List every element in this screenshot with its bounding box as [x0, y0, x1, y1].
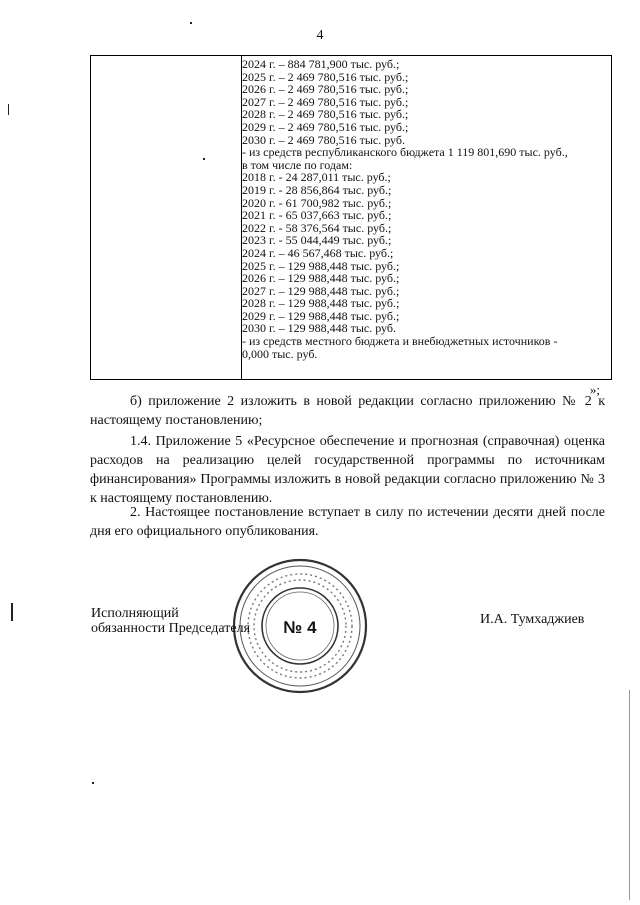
- table-line: 2024 г. – 46 567,468 тыс. руб.;: [242, 245, 394, 260]
- table-line: 2027 г. – 2 469 780,516 тыс. руб.;: [242, 94, 409, 109]
- signatory-title-line2: обязанности Председателя: [91, 621, 251, 636]
- scan-edge-mark: [11, 603, 13, 621]
- table-left-cell: [91, 56, 242, 379]
- scan-speck: [92, 782, 94, 784]
- table-line: 2029 г. – 2 469 780,516 тыс. руб.;: [242, 119, 409, 134]
- paragraph-annex-5: 1.4. Приложение 5 «Ресурсное обеспечение и прогнозная (справочная) оценка расходов на реализацию целей государственной программы по источникам финансирования» Программы изложить в новой редакции согласно приложению № 3 к настоящему постановлению.: [90, 434, 605, 506]
- table-right-cell: [242, 58, 607, 360]
- table-line: - из средств республиканского бюджета 1 119 801,690 тыс. руб.,: [242, 145, 568, 160]
- table-line: в том числе по годам:: [242, 157, 353, 172]
- scan-edge-mark: [8, 104, 9, 115]
- signatory-name: И.А. Тумхаджиев: [480, 612, 585, 627]
- page-number: 4: [316, 28, 324, 43]
- table-line: 2025 г. – 129 988,448 тыс. руб.;: [242, 258, 400, 273]
- table-line: 2028 г. – 2 469 780,516 тыс. руб.;: [242, 107, 409, 122]
- closing-quote: »;: [589, 382, 600, 397]
- official-seal-stamp: [230, 556, 370, 696]
- table-line: 2022 г. - 58 376,564 тыс. руб.;: [242, 220, 392, 235]
- stamp-number: № 4: [283, 618, 317, 637]
- table-line: 2029 г. – 129 988,448 тыс. руб.;: [242, 308, 400, 323]
- table-line: 2025 г. – 2 469 780,516 тыс. руб.;: [242, 69, 409, 84]
- table-line: 2018 г. - 24 287,011 тыс. руб.;: [242, 170, 391, 185]
- table-line: 2019 г. - 28 856,864 тыс. руб.;: [242, 182, 392, 197]
- scan-speck: [190, 22, 192, 24]
- table-line: 2026 г. – 2 469 780,516 тыс. руб.;: [242, 82, 409, 97]
- table-line: 2021 г. - 65 037,663 тыс. руб.;: [242, 208, 392, 223]
- signatory-title: [91, 606, 250, 636]
- table-line: 2026 г. – 129 988,448 тыс. руб.;: [242, 271, 400, 286]
- table-line: 2027 г. – 129 988,448 тыс. руб.;: [242, 283, 400, 298]
- table-line: 2020 г. - 61 700,982 тыс. руб.;: [242, 195, 392, 210]
- table-line: 2024 г. – 884 781,900 тыс. руб.;: [242, 57, 400, 71]
- paragraph-annex-2: б) приложение 2 изложить в новой редакции согласно приложению № 2 к настоящему постановлению;: [90, 394, 605, 428]
- signatory-title-line1: Исполняющий: [91, 606, 179, 621]
- table-line: 2023 г. - 55 044,449 тыс. руб.;: [242, 233, 392, 248]
- table-line: 2030 г. – 129 988,448 тыс. руб.: [242, 321, 396, 336]
- scan-edge-mark: [629, 690, 630, 900]
- table-line: 2030 г. – 2 469 780,516 тыс. руб.: [242, 132, 405, 147]
- scan-speck: [203, 158, 205, 160]
- table-line: 0,000 тыс. руб.: [242, 346, 318, 361]
- program-table: [90, 55, 612, 380]
- table-line: - из средств местного бюджета и внебюджетных источников -: [242, 334, 558, 349]
- paragraph-entry-into-force: 2. Настоящее постановление вступает в силу по истечении десяти дней после дня его официального опубликования.: [90, 505, 605, 539]
- table-line: 2028 г. – 129 988,448 тыс. руб.;: [242, 296, 400, 311]
